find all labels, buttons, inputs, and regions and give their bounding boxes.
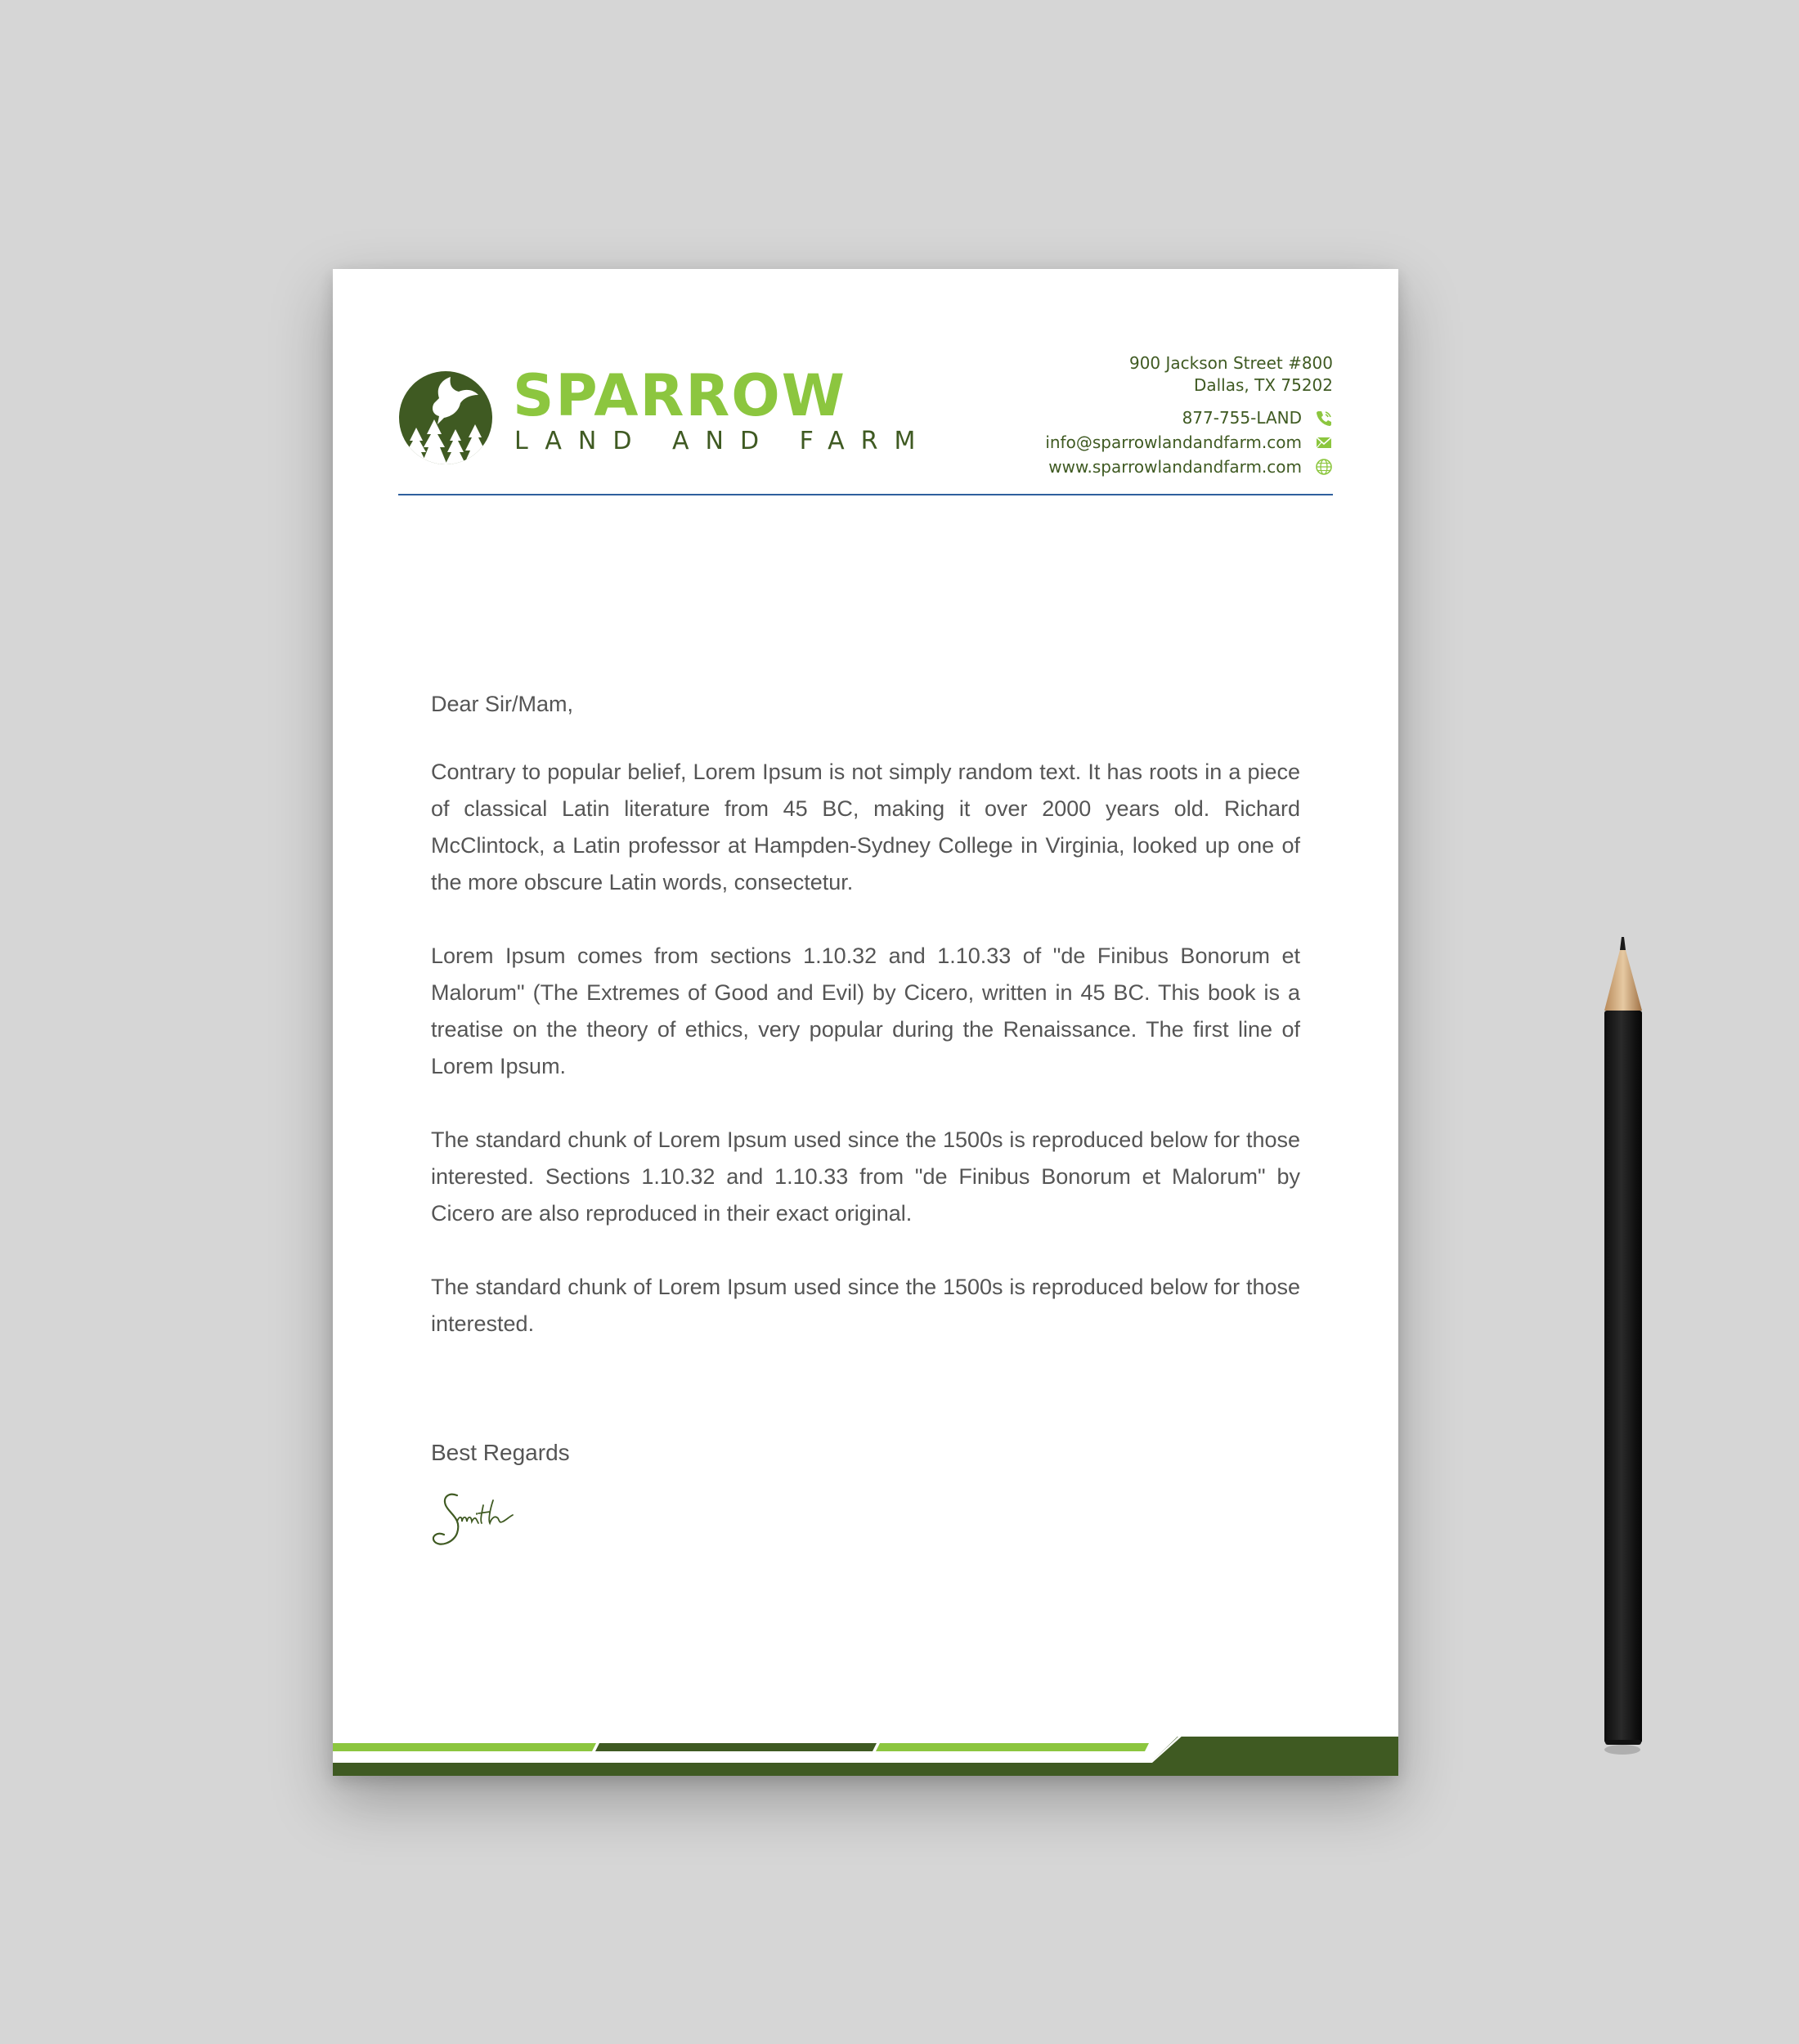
envelope-icon [1315, 433, 1333, 451]
email-row [1045, 430, 1333, 455]
address-line-2: Dallas, TX 75202 [1193, 375, 1333, 395]
phone-row [1045, 406, 1333, 430]
letter-paragraph-1: Contrary to popular belief, Lorem Ipsum is not simply random text. It has roots in a piece of classical Latin literature from 45 BC, making it over 2000 years old. Richard McClintock, a Latin professor at Hampden-Sydney College in Virginia, looked up one of the more obscure Latin words, consectetur. [431, 760, 1300, 894]
letter-closing: Best Regards [431, 1440, 570, 1465]
letterhead-page [333, 269, 1398, 1776]
brand-tagline: LAND AND FARM [514, 427, 932, 455]
contact-block [1045, 352, 1333, 479]
letter-greeting: Dear Sir/Mam, [431, 692, 574, 716]
footer-stripe [333, 1737, 1398, 1776]
globe-icon [1315, 458, 1333, 476]
phone-number: 877-755-LAND [1182, 408, 1302, 428]
letter-paragraph-4: The standard chunk of Lorem Ipsum used since the 1500s is reproduced below for those interested. [431, 1275, 1300, 1336]
website-url: www.sparrowlandandfarm.com [1048, 457, 1302, 477]
website-row [1045, 455, 1333, 479]
brand-name: SPARROW [513, 362, 846, 429]
letter-body [431, 686, 1300, 1379]
address-line-1: 900 Jackson Street #800 [1128, 353, 1333, 373]
email-address: info@sparrowlandandfarm.com [1045, 433, 1302, 452]
letter-paragraph-3: The standard chunk of Lorem Ipsum used since the 1500s is reproduced below for those interested. Sections 1.10.32 and 1.10.33 from "de Finibus Bonorum et Malorum" by Cicero are also reproduced in their exact original. [431, 1127, 1300, 1226]
pencil [1595, 932, 1644, 1762]
letter-paragraph-2: Lorem Ipsum comes from sections 1.10.32 and 1.10.33 of "de Finibus Bonorum et Malorum" (The Extremes of Good and Evil) by Cicero, written in 45 BC. This book is a treatise on the theory of ethics, very popular during the Renaissance. The first line of Lorem Ipsum. [431, 944, 1300, 1078]
header-divider [398, 494, 1333, 495]
phone-icon [1315, 409, 1333, 427]
sparrow-logo-icon [398, 370, 493, 465]
signature [424, 1486, 523, 1559]
